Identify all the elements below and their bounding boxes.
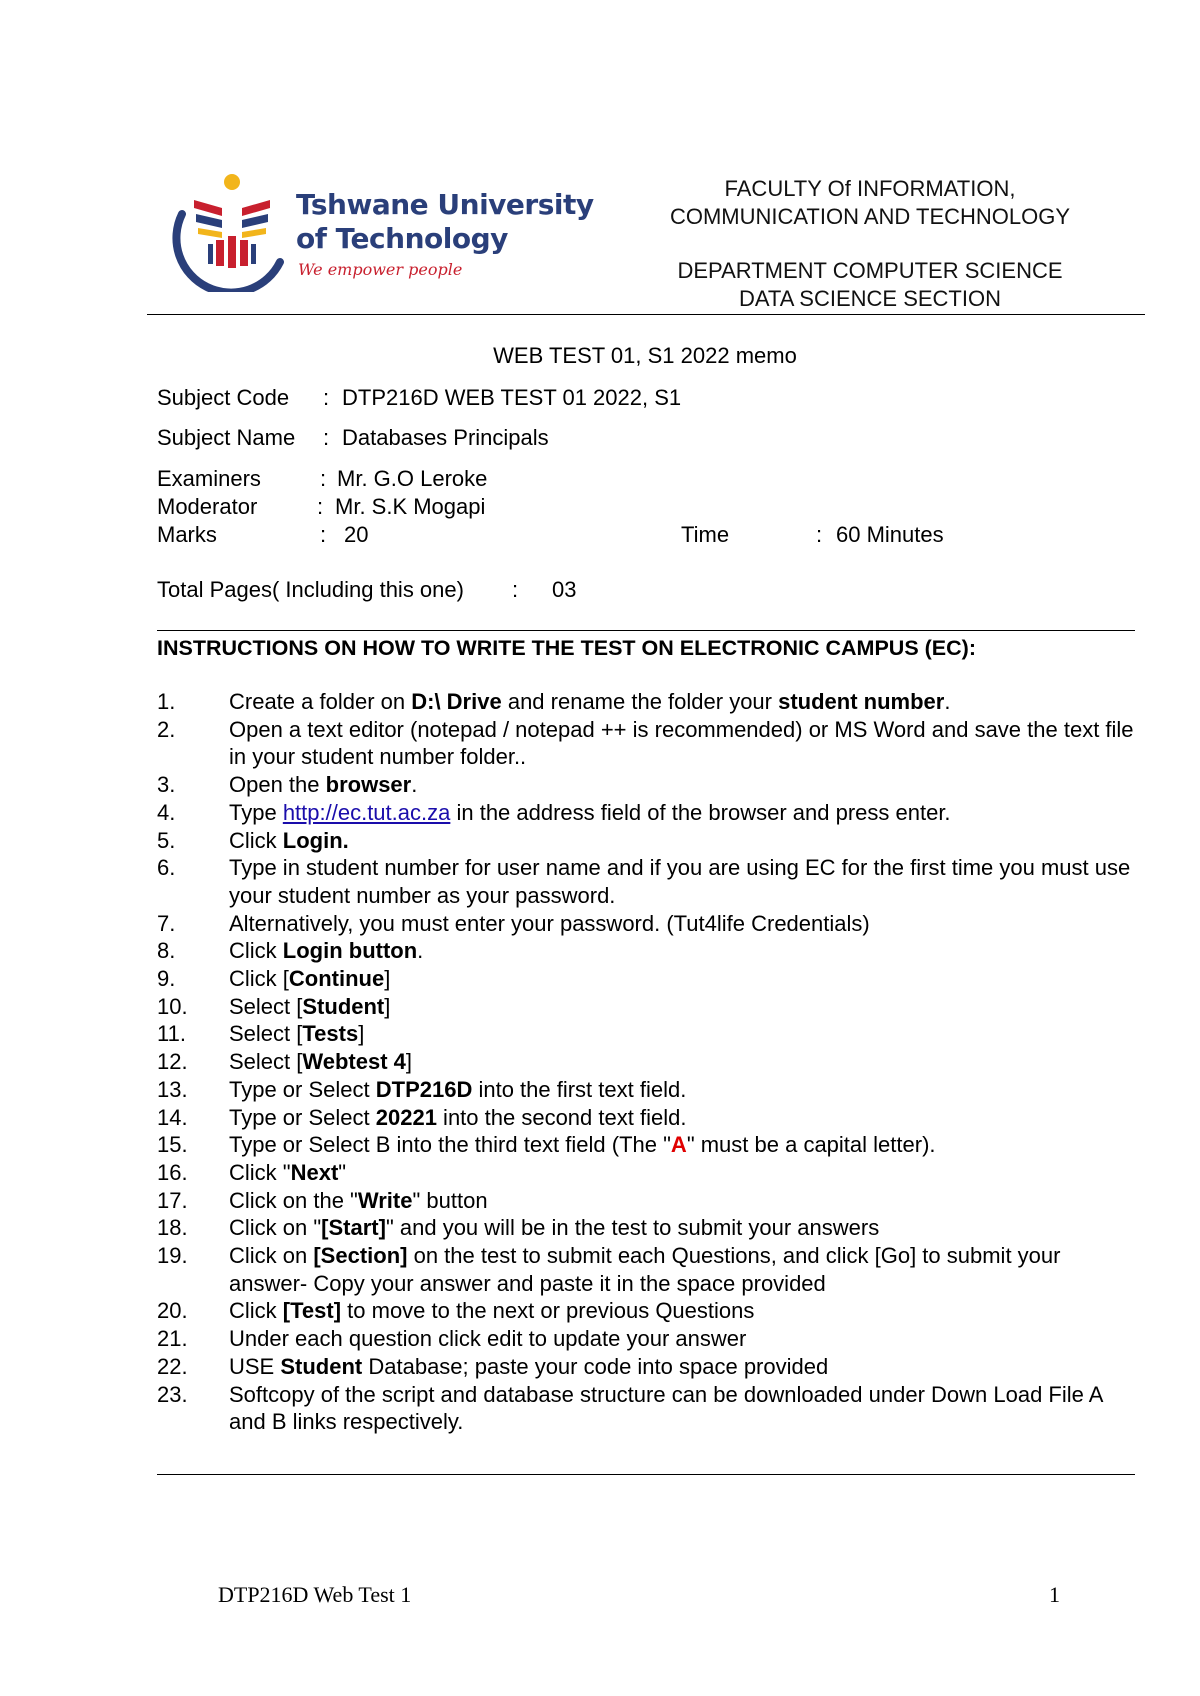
step-fragment: Open a text editor (notepad / notepad ++ is recommended) or MS Word and save the text file in your student number folder..: [229, 716, 1134, 770]
step-fragment: Click: [229, 1298, 283, 1324]
subject-name-value: Databases Principals: [342, 425, 549, 450]
subject-name-label: Subject Name: [157, 425, 296, 450]
step-emphasis: Login button: [282, 938, 418, 964]
subject-name-colon: :: [323, 425, 330, 450]
step-text: [229, 910, 1137, 938]
instruction-step-6: [157, 854, 1137, 909]
step-emphasis: 20221: [375, 1104, 437, 1130]
step-number: 5.: [157, 827, 176, 853]
step-fragment: Create a folder on: [229, 689, 412, 714]
instruction-step-21: [157, 1325, 1137, 1353]
step-text: [229, 688, 1137, 716]
step-emphasis: Continue: [288, 966, 385, 992]
instruction-step-1: [157, 688, 1137, 716]
step-fragment: into the second text field.: [436, 1104, 687, 1130]
step-number: 14.: [157, 1104, 188, 1130]
subject-code-label: Subject Code: [157, 385, 290, 410]
total-pages-value: 03: [552, 577, 577, 602]
instruction-step-2: [157, 716, 1137, 771]
step-number: 8.: [157, 938, 176, 964]
footer-document-name: DTP216D Web Test 1: [218, 1582, 412, 1607]
step-fragment: into the first text field.: [472, 1076, 687, 1102]
step-text: [229, 799, 1137, 827]
step-emphasis: Webtest 4: [302, 1049, 406, 1075]
instruction-step-4: [157, 799, 1137, 827]
step-fragment: Alternatively, you must enter your password. (Tut4life Credentials): [229, 910, 870, 936]
subject-code-colon: :: [323, 385, 330, 410]
step-fragment: Select [: [229, 993, 303, 1019]
step-number: 19.: [157, 1243, 188, 1269]
logo-line-1: Tshwane University: [296, 188, 594, 221]
examiners-value: Mr. G.O Leroke: [337, 466, 488, 491]
step-emphasis: Next: [290, 1159, 339, 1185]
step-emphasis: Login.: [282, 827, 349, 853]
step-text: [229, 854, 1137, 909]
instruction-step-8: [157, 937, 1137, 965]
tut-emblem-icon: [172, 166, 294, 292]
header-divider: [147, 314, 1145, 315]
instruction-step-23: [157, 1381, 1137, 1436]
step-fragment: Click [: [229, 966, 289, 992]
step-fragment: in the address field of the browser and press enter.: [450, 799, 951, 825]
step-number: 15.: [157, 1132, 188, 1158]
step-fragment: " button: [412, 1187, 488, 1213]
step-text: [229, 1104, 1137, 1132]
test-title: WEB TEST 01, S1 2022 memo: [493, 343, 797, 368]
step-fragment: and rename the folder your: [501, 689, 779, 714]
instruction-step-13: [157, 1076, 1137, 1104]
step-fragment: on the test to submit each Questions, and click [Go] to submit your answer- Copy your answer and paste it in the space provided: [229, 1243, 1061, 1296]
step-fragment: Click on the ": [229, 1187, 358, 1213]
step-number: 21.: [157, 1326, 188, 1352]
department-line: DEPARTMENT COMPUTER SCIENCE: [677, 258, 1063, 283]
step-emphasis: DTP216D: [375, 1076, 473, 1102]
instruction-step-14: [157, 1104, 1137, 1132]
step-number: 16.: [157, 1159, 188, 1185]
step-text: [229, 937, 1137, 965]
step-number: 4.: [157, 799, 176, 825]
step-fragment: .: [417, 938, 424, 964]
step-fragment: to move to the next or previous Questions: [341, 1298, 755, 1324]
faculty-line-1: FACULTY Of INFORMATION,: [724, 176, 1016, 201]
step-fragment: ]: [384, 966, 391, 992]
step-text: [229, 716, 1137, 771]
instruction-step-7: [157, 910, 1137, 938]
instruction-step-3: [157, 771, 1137, 799]
step-number: 17.: [157, 1187, 188, 1213]
step-text: [229, 1325, 1137, 1353]
step-text: [229, 827, 1137, 855]
step-fragment: Select [: [229, 1049, 303, 1075]
total-pages-colon: :: [512, 577, 519, 602]
step-emphasis: [Section]: [313, 1243, 408, 1269]
step-fragment: Type or Select: [229, 1104, 376, 1130]
step-text: [229, 1131, 1137, 1159]
step-fragment: ]: [405, 1049, 413, 1075]
instruction-step-10: [157, 993, 1137, 1021]
instructions-heading: INSTRUCTIONS ON HOW TO WRITE THE TEST ON ELECTRONIC CAMPUS (EC):: [157, 636, 976, 660]
step-text: [229, 1048, 1137, 1076]
logo-wordmark: [296, 188, 594, 279]
step-fragment: Type: [229, 799, 283, 825]
step-number: 23.: [157, 1381, 188, 1407]
step-fragment: Type or Select: [229, 1076, 376, 1102]
instruction-step-18: [157, 1214, 1137, 1242]
instruction-step-16: [157, 1159, 1137, 1187]
instruction-step-9: [157, 965, 1137, 993]
step-highlight: A: [670, 1132, 687, 1158]
step-fragment: Click ": [229, 1159, 291, 1185]
step-fragment: " must be a capital letter).: [686, 1132, 936, 1158]
step-number: 3.: [157, 772, 176, 798]
step-fragment: ]: [384, 993, 391, 1019]
step-emphasis: Student: [280, 1353, 363, 1379]
total-pages-label: Total Pages( Including this one): [157, 577, 464, 602]
marks-label: Marks: [157, 522, 217, 547]
step-text: [229, 1353, 1137, 1381]
instruction-list: [157, 688, 1137, 1436]
step-text: [229, 1297, 1137, 1325]
step-number: 12.: [157, 1049, 188, 1075]
examiners-colon: :: [320, 466, 327, 491]
instruction-step-5: [157, 827, 1137, 855]
step-text: [229, 993, 1137, 1021]
moderator-label: Moderator: [157, 494, 258, 519]
step-number: 7.: [157, 910, 176, 936]
step-fragment: USE: [229, 1353, 281, 1379]
step-text: [229, 1159, 1137, 1187]
step-text: [229, 965, 1137, 993]
step-fragment: Click: [229, 938, 283, 964]
step-number: 18.: [157, 1215, 188, 1241]
step-number: 20.: [157, 1298, 188, 1324]
step-fragment: Under each question click edit to update your answer: [229, 1326, 747, 1352]
moderator-colon: :: [317, 494, 324, 519]
instruction-step-17: [157, 1187, 1137, 1215]
step-emphasis: Student: [302, 993, 385, 1019]
step-text: [229, 1381, 1137, 1436]
time-value: 60 Minutes: [836, 522, 944, 547]
subject-code-value: DTP216D WEB TEST 01 2022, S1: [342, 385, 682, 410]
step-number: 22.: [157, 1353, 188, 1379]
step-emphasis: D:\ Drive: [411, 689, 502, 714]
instruction-step-11: [157, 1020, 1137, 1048]
step-text: [229, 1076, 1137, 1104]
step-emphasis: browser: [325, 772, 412, 798]
step-fragment: Click on: [229, 1243, 314, 1269]
step-fragment: Click: [229, 827, 283, 853]
instruction-step-20: [157, 1297, 1137, 1325]
logo-tagline: We empower people: [298, 260, 463, 279]
step-number: 2.: [157, 716, 176, 742]
examiners-label: Examiners: [157, 466, 261, 491]
step-text: [229, 1242, 1137, 1297]
step-text: [229, 771, 1137, 799]
instruction-step-15: [157, 1131, 1137, 1159]
step-number: 1.: [157, 689, 176, 714]
section-line: DATA SCIENCE SECTION: [738, 286, 1001, 311]
faculty-header: [620, 175, 1120, 313]
university-logo: [172, 166, 594, 292]
step-fragment: Click on ": [229, 1215, 322, 1241]
step-text: [229, 1187, 1137, 1215]
step-fragment: Database; paste your code into space provided: [362, 1353, 829, 1379]
instruction-step-22: [157, 1353, 1137, 1381]
step-fragment: .: [944, 689, 951, 714]
step-emphasis: Write: [357, 1187, 413, 1213]
time-colon: :: [816, 522, 823, 547]
step-number: 9.: [157, 966, 176, 992]
faculty-line-2: COMMUNICATION AND TECHNOLOGY: [669, 204, 1071, 229]
step-number: 13.: [157, 1076, 188, 1102]
step-number: 11.: [157, 1021, 186, 1047]
time-label: Time: [681, 522, 730, 547]
step-emphasis: [Test]: [282, 1298, 342, 1324]
fields-divider: [157, 630, 1135, 631]
step-emphasis: student number: [778, 689, 945, 714]
footer-page-number: 1: [1049, 1582, 1060, 1607]
instruction-step-12: [157, 1048, 1137, 1076]
step-fragment: .: [411, 772, 418, 798]
marks-value: 20: [344, 522, 369, 547]
step-emphasis: Tests: [302, 1021, 359, 1047]
logo-line-2: of Technology: [296, 222, 508, 255]
marks-colon: :: [320, 522, 327, 547]
step-number: 6.: [157, 855, 176, 881]
step-fragment: ]: [358, 1021, 365, 1047]
instruction-step-19: [157, 1242, 1137, 1297]
step-fragment: Type or Select B into the third text field (The ": [229, 1132, 671, 1158]
step-fragment: Type in student number for user name and if you are using EC for the first time you must use your student number as your password.: [229, 855, 1131, 908]
step-fragment: Select [: [229, 1021, 303, 1047]
moderator-value: Mr. S.K Mogapi: [335, 494, 486, 519]
step-emphasis: [Start]: [321, 1215, 386, 1241]
footer-divider: [157, 1474, 1135, 1475]
step-fragment: Open the: [229, 772, 326, 798]
step-text: [229, 1020, 1137, 1048]
step-text: [229, 1214, 1137, 1242]
step-number: 10.: [157, 993, 188, 1019]
ec-portal-link[interactable]: http://ec.tut.ac.za: [282, 799, 451, 825]
step-fragment: " and you will be in the test to submit your answers: [385, 1215, 880, 1241]
step-fragment: Softcopy of the script and database structure can be downloaded under Down Load File A and B links respectively.: [229, 1381, 1103, 1435]
step-fragment: ": [338, 1159, 347, 1185]
